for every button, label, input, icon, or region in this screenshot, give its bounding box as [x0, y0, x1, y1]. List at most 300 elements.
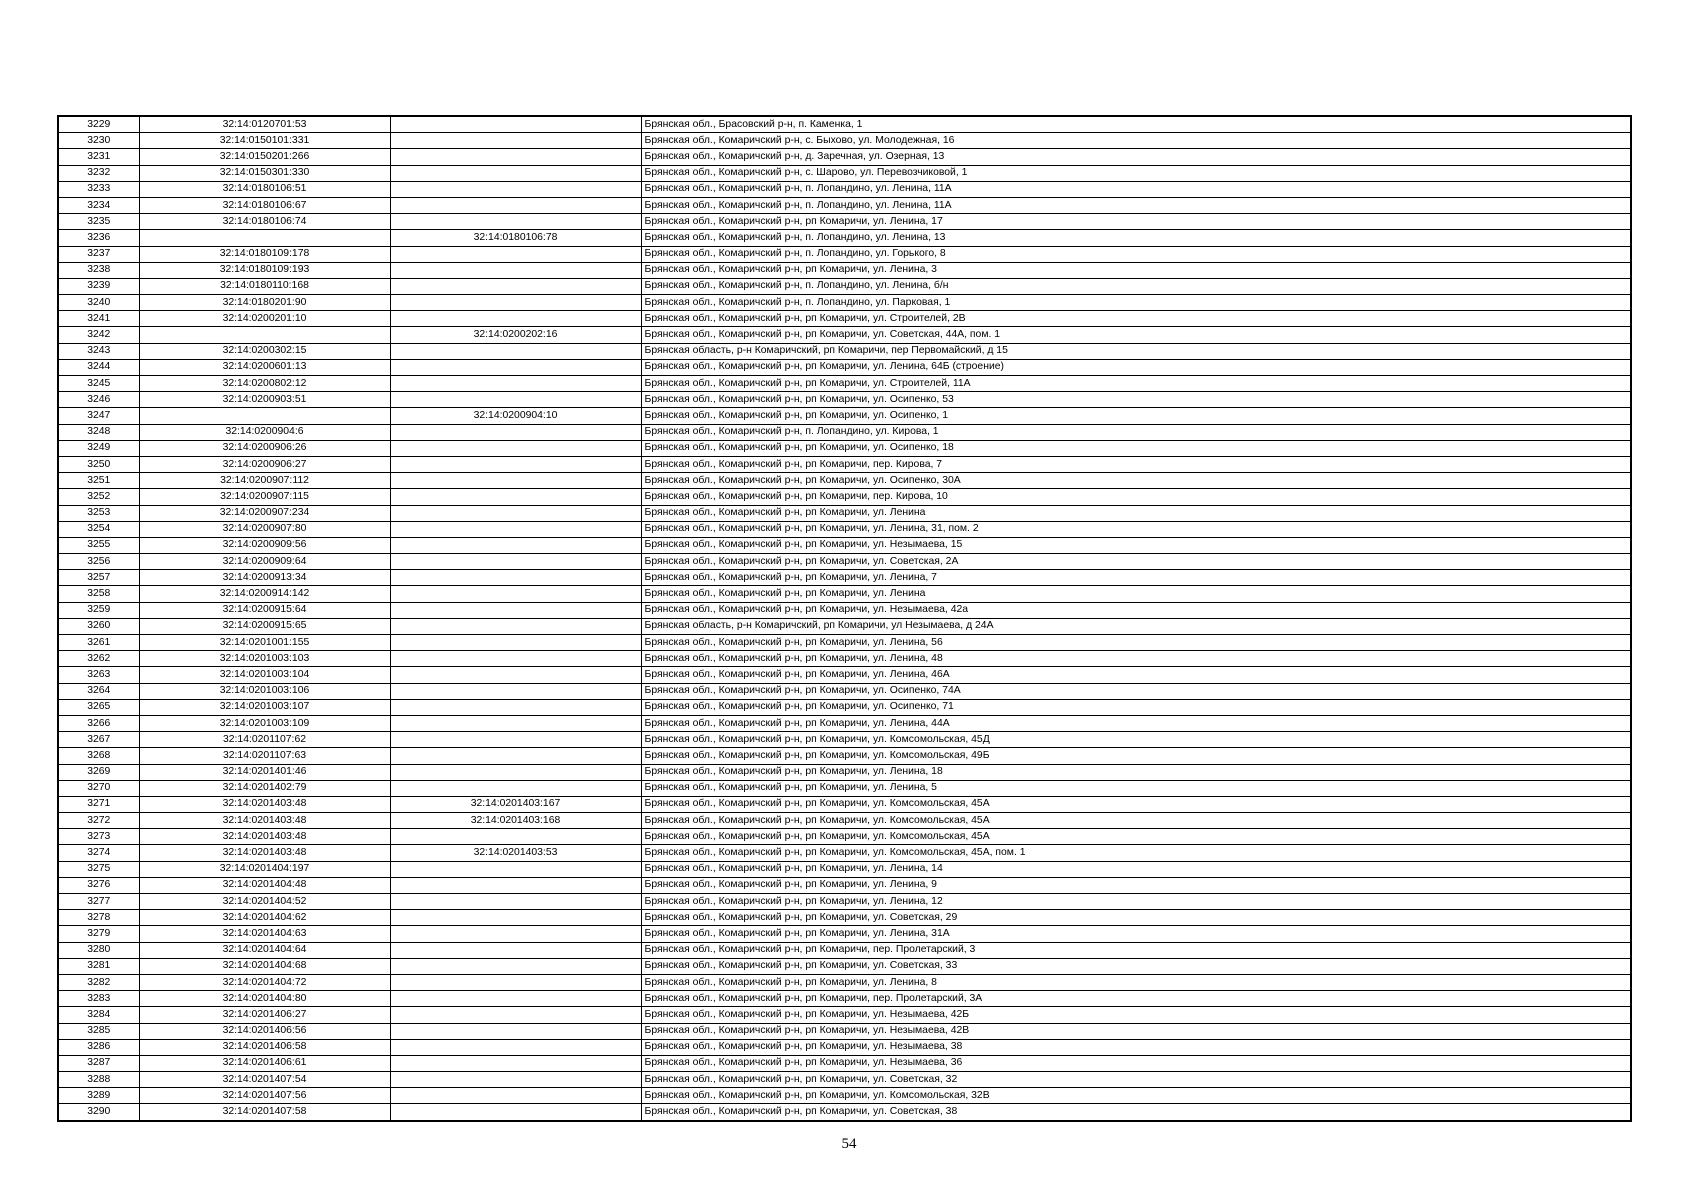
- cadastral-number-cell: 32:14:0180106:51: [139, 181, 390, 197]
- address-cell: Брянская обл., Комаричский р-н, рп Комаричи, ул. Советская, 33: [641, 958, 1631, 974]
- address-cell: Брянская обл., Комаричский р-н, рп Комаричи, ул. Незымаева, 15: [641, 537, 1631, 553]
- building-cadastral-number-cell: [390, 376, 641, 392]
- property-registry-table: [57, 115, 1632, 1122]
- address-cell: Брянская обл., Комаричский р-н, рп Комаричи, ул. Ленина, 14: [641, 861, 1631, 877]
- address-cell: Брянская обл., Комаричский р-н, рп Комаричи, пер. Пролетарский, 3А: [641, 991, 1631, 1007]
- address-cell: Брянская обл., Комаричский р-н, п. Лопандино, ул. Горького, 8: [641, 246, 1631, 262]
- row-number-cell: 3285: [58, 1023, 139, 1039]
- address-cell: Брянская обл., Комаричский р-н, д. Заречная, ул. Озерная, 13: [641, 149, 1631, 165]
- cadastral-number-cell: 32:14:0150101:331: [139, 133, 390, 149]
- cadastral-number-cell: 32:14:0201404:48: [139, 877, 390, 893]
- address-cell: Брянская обл., Комаричский р-н, рп Комаричи, ул. Комсомольская, 45А: [641, 813, 1631, 829]
- cadastral-number-cell: 32:14:0201407:56: [139, 1088, 390, 1104]
- table-row: [58, 327, 1631, 343]
- row-number-cell: 3268: [58, 748, 139, 764]
- row-number-cell: 3257: [58, 570, 139, 586]
- building-cadastral-number-cell: [390, 246, 641, 262]
- cadastral-number-cell: 32:14:0201003:107: [139, 699, 390, 715]
- row-number-cell: 3254: [58, 521, 139, 537]
- table-row: [58, 894, 1631, 910]
- table-row: [58, 456, 1631, 472]
- table-row: [58, 1088, 1631, 1104]
- building-cadastral-number-cell: 32:14:0180106:78: [390, 230, 641, 246]
- cadastral-number-cell: 32:14:0201407:54: [139, 1072, 390, 1088]
- address-cell: Брянская обл., Комаричский р-н, рп Комаричи, ул. Строителей, 11А: [641, 376, 1631, 392]
- address-cell: Брянская обл., Комаричский р-н, рп Комаричи, ул. Ленина, 31, пом. 2: [641, 521, 1631, 537]
- building-cadastral-number-cell: [390, 521, 641, 537]
- row-number-cell: 3232: [58, 165, 139, 181]
- cadastral-number-cell: 32:14:0201404:197: [139, 861, 390, 877]
- table-row: [58, 926, 1631, 942]
- cadastral-number-cell: 32:14:0201404:63: [139, 926, 390, 942]
- address-cell: Брянская обл., Комаричский р-н, рп Комаричи, пер. Пролетарский, 3: [641, 942, 1631, 958]
- row-number-cell: 3242: [58, 327, 139, 343]
- building-cadastral-number-cell: [390, 1039, 641, 1055]
- address-cell: Брянская обл., Комаричский р-н, рп Комаричи, ул. Ленина: [641, 505, 1631, 521]
- address-cell: Брянская обл., Комаричский р-н, рп Комаричи, ул. Ленина, 56: [641, 635, 1631, 651]
- building-cadastral-number-cell: [390, 116, 641, 133]
- table-row: [58, 877, 1631, 893]
- table-row: [58, 440, 1631, 456]
- building-cadastral-number-cell: [390, 732, 641, 748]
- building-cadastral-number-cell: [390, 165, 641, 181]
- table-row: [58, 813, 1631, 829]
- address-cell: Брянская обл., Комаричский р-н, рп Комаричи, ул. Незымаева, 42а: [641, 602, 1631, 618]
- cadastral-number-cell: 32:14:0201407:58: [139, 1104, 390, 1121]
- address-cell: Брянская обл., Комаричский р-н, п. Лопандино, ул. Ленина, 11А: [641, 197, 1631, 213]
- building-cadastral-number-cell: [390, 149, 641, 165]
- table-row: [58, 392, 1631, 408]
- table-row: [58, 505, 1631, 521]
- building-cadastral-number-cell: [390, 1104, 641, 1121]
- table-row: [58, 214, 1631, 230]
- row-number-cell: 3262: [58, 651, 139, 667]
- table-row: [58, 974, 1631, 990]
- row-number-cell: 3277: [58, 894, 139, 910]
- table-row: [58, 489, 1631, 505]
- address-cell: Брянская обл., Комаричский р-н, рп Комаричи, ул. Осипенко, 1: [641, 408, 1631, 424]
- row-number-cell: 3236: [58, 230, 139, 246]
- cadastral-number-cell: 32:14:0201107:62: [139, 732, 390, 748]
- cadastral-number-cell: 32:14:0201003:103: [139, 651, 390, 667]
- cadastral-number-cell: 32:14:0201403:48: [139, 796, 390, 812]
- cadastral-number-cell: 32:14:0180109:178: [139, 246, 390, 262]
- address-cell: Брянская обл., Комаричский р-н, рп Комаричи, ул. Осипенко, 30А: [641, 473, 1631, 489]
- building-cadastral-number-cell: [390, 456, 641, 472]
- row-number-cell: 3276: [58, 877, 139, 893]
- cadastral-number-cell: [139, 408, 390, 424]
- building-cadastral-number-cell: [390, 424, 641, 440]
- building-cadastral-number-cell: [390, 667, 641, 683]
- row-number-cell: 3246: [58, 392, 139, 408]
- table-row: [58, 635, 1631, 651]
- cadastral-number-cell: 32:14:0201003:104: [139, 667, 390, 683]
- address-cell: Брянская область, р-н Комаричский, рп Комаричи, ул Незымаева, д 24А: [641, 618, 1631, 634]
- table-row: [58, 521, 1631, 537]
- building-cadastral-number-cell: [390, 894, 641, 910]
- table-row: [58, 1039, 1631, 1055]
- table-row: [58, 796, 1631, 812]
- building-cadastral-number-cell: [390, 473, 641, 489]
- page-number: 54: [841, 1136, 857, 1152]
- address-cell: Брянская обл., Комаричский р-н, рп Комаричи, ул. Ленина, 5: [641, 780, 1631, 796]
- building-cadastral-number-cell: [390, 602, 641, 618]
- table-row: [58, 181, 1631, 197]
- row-number-cell: 3235: [58, 214, 139, 230]
- cadastral-number-cell: 32:14:0200907:234: [139, 505, 390, 521]
- row-number-cell: 3279: [58, 926, 139, 942]
- row-number-cell: 3252: [58, 489, 139, 505]
- row-number-cell: 3240: [58, 295, 139, 311]
- cadastral-number-cell: 32:14:0201406:61: [139, 1055, 390, 1071]
- building-cadastral-number-cell: [390, 197, 641, 213]
- address-cell: Брянская обл., Комаричский р-н, рп Комаричи, ул. Комсомольская, 45А, пом. 1: [641, 845, 1631, 861]
- cadastral-number-cell: 32:14:0180106:67: [139, 197, 390, 213]
- building-cadastral-number-cell: [390, 1088, 641, 1104]
- cadastral-number-cell: 32:14:0201403:48: [139, 829, 390, 845]
- row-number-cell: 3264: [58, 683, 139, 699]
- address-cell: Брянская обл., Комаричский р-н, рп Комаричи, ул. Ленина, 8: [641, 974, 1631, 990]
- address-cell: Брянская обл., Комаричский р-н, рп Комаричи, ул. Осипенко, 53: [641, 392, 1631, 408]
- cadastral-number-cell: 32:14:0180106:74: [139, 214, 390, 230]
- row-number-cell: 3271: [58, 796, 139, 812]
- table-row: [58, 537, 1631, 553]
- address-cell: Брянская обл., Комаричский р-н, рп Комаричи, ул. Незымаева, 38: [641, 1039, 1631, 1055]
- cadastral-number-cell: 32:14:0200201:10: [139, 311, 390, 327]
- table-row: [58, 165, 1631, 181]
- table-row: [58, 554, 1631, 570]
- address-cell: Брянская обл., Комаричский р-н, рп Комаричи, ул. Незымаева, 42Б: [641, 1007, 1631, 1023]
- row-number-cell: 3266: [58, 715, 139, 731]
- row-number-cell: 3245: [58, 376, 139, 392]
- table-row: [58, 359, 1631, 375]
- row-number-cell: 3281: [58, 958, 139, 974]
- cadastral-number-cell: 32:14:0201404:62: [139, 910, 390, 926]
- table-row: [58, 133, 1631, 149]
- building-cadastral-number-cell: [390, 262, 641, 278]
- building-cadastral-number-cell: [390, 278, 641, 294]
- row-number-cell: 3241: [58, 311, 139, 327]
- address-cell: Брянская обл., Комаричский р-н, рп Комаричи, пер. Кирова, 7: [641, 456, 1631, 472]
- table-row: [58, 683, 1631, 699]
- building-cadastral-number-cell: [390, 392, 641, 408]
- table-row: [58, 116, 1631, 133]
- address-cell: Брянская обл., Комаричский р-н, с. Быхово, ул. Молодежная, 16: [641, 133, 1631, 149]
- table-row: [58, 376, 1631, 392]
- row-number-cell: 3247: [58, 408, 139, 424]
- building-cadastral-number-cell: [390, 958, 641, 974]
- address-cell: Брянская обл., Комаричский р-н, рп Комаричи, ул. Комсомольская, 45А: [641, 829, 1631, 845]
- building-cadastral-number-cell: 32:14:0201403:168: [390, 813, 641, 829]
- row-number-cell: 3287: [58, 1055, 139, 1071]
- address-cell: Брянская обл., Комаричский р-н, рп Комаричи, ул. Ленина, 17: [641, 214, 1631, 230]
- building-cadastral-number-cell: [390, 877, 641, 893]
- cadastral-number-cell: 32:14:0201107:63: [139, 748, 390, 764]
- cadastral-number-cell: 32:14:0200915:64: [139, 602, 390, 618]
- building-cadastral-number-cell: [390, 942, 641, 958]
- cadastral-number-cell: 32:14:0180109:193: [139, 262, 390, 278]
- row-number-cell: 3273: [58, 829, 139, 845]
- address-cell: Брянская обл., Комаричский р-н, рп Комаричи, ул. Ленина, 7: [641, 570, 1631, 586]
- registry-table-body: [58, 116, 1631, 1121]
- cadastral-number-cell: 32:14:0200909:56: [139, 537, 390, 553]
- address-cell: Брянская обл., Комаричский р-н, рп Комаричи, ул. Осипенко, 74А: [641, 683, 1631, 699]
- building-cadastral-number-cell: [390, 974, 641, 990]
- row-number-cell: 3239: [58, 278, 139, 294]
- row-number-cell: 3250: [58, 456, 139, 472]
- address-cell: Брянская обл., Комаричский р-н, рп Комаричи, ул. Осипенко, 71: [641, 699, 1631, 715]
- address-cell: Брянская обл., Комаричский р-н, рп Комаричи, ул. Осипенко, 18: [641, 440, 1631, 456]
- table-row: [58, 278, 1631, 294]
- address-cell: Брянская обл., Комаричский р-н, рп Комаричи, ул. Ленина, 48: [641, 651, 1631, 667]
- table-row: [58, 780, 1631, 796]
- table-row: [58, 699, 1631, 715]
- address-cell: Брянская обл., Комаричский р-н, п. Лопандино, ул. Ленина, б/н: [641, 278, 1631, 294]
- row-number-cell: 3290: [58, 1104, 139, 1121]
- building-cadastral-number-cell: [390, 991, 641, 1007]
- row-number-cell: 3230: [58, 133, 139, 149]
- address-cell: Брянская обл., Комаричский р-н, п. Лопандино, ул. Кирова, 1: [641, 424, 1631, 440]
- address-cell: Брянская обл., Комаричский р-н, рп Комаричи, ул. Советская, 29: [641, 910, 1631, 926]
- building-cadastral-number-cell: [390, 359, 641, 375]
- building-cadastral-number-cell: [390, 1055, 641, 1071]
- table-row: [58, 910, 1631, 926]
- address-cell: Брянская обл., Комаричский р-н, рп Комаричи, ул. Строителей, 2В: [641, 311, 1631, 327]
- building-cadastral-number-cell: [390, 570, 641, 586]
- cadastral-number-cell: 32:14:0150201:266: [139, 149, 390, 165]
- row-number-cell: 3260: [58, 618, 139, 634]
- table-row: [58, 829, 1631, 845]
- table-row: [58, 1072, 1631, 1088]
- cadastral-number-cell: 32:14:0201402:79: [139, 780, 390, 796]
- row-number-cell: 3275: [58, 861, 139, 877]
- address-cell: Брянская обл., Комаричский р-н, рп Комаричи, ул. Ленина, 64Б (строение): [641, 359, 1631, 375]
- cadastral-number-cell: 32:14:0200907:80: [139, 521, 390, 537]
- building-cadastral-number-cell: [390, 489, 641, 505]
- address-cell: Брянская обл., Комаричский р-н, рп Комаричи, ул. Комсомольская, 32В: [641, 1088, 1631, 1104]
- building-cadastral-number-cell: [390, 764, 641, 780]
- table-row: [58, 408, 1631, 424]
- cadastral-number-cell: 32:14:0180110:168: [139, 278, 390, 294]
- building-cadastral-number-cell: [390, 910, 641, 926]
- cadastral-number-cell: 32:14:0200907:112: [139, 473, 390, 489]
- table-row: [58, 311, 1631, 327]
- row-number-cell: 3283: [58, 991, 139, 1007]
- cadastral-number-cell: 32:14:0150301:330: [139, 165, 390, 181]
- cadastral-number-cell: 32:14:0201403:48: [139, 813, 390, 829]
- table-row: [58, 861, 1631, 877]
- row-number-cell: 3251: [58, 473, 139, 489]
- cadastral-number-cell: 32:14:0201003:109: [139, 715, 390, 731]
- building-cadastral-number-cell: 32:14:0200202:16: [390, 327, 641, 343]
- table-row: [58, 602, 1631, 618]
- row-number-cell: 3243: [58, 343, 139, 359]
- cadastral-number-cell: 32:14:0200913:34: [139, 570, 390, 586]
- row-number-cell: 3253: [58, 505, 139, 521]
- cadastral-number-cell: 32:14:0200904:6: [139, 424, 390, 440]
- building-cadastral-number-cell: [390, 554, 641, 570]
- address-cell: Брянская обл., Комаричский р-н, рп Комаричи, ул. Ленина, 18: [641, 764, 1631, 780]
- table-row: [58, 343, 1631, 359]
- address-cell: Брянская обл., Комаричский р-н, рп Комаричи, ул. Комсомольская, 45А: [641, 796, 1631, 812]
- table-row: [58, 262, 1631, 278]
- row-number-cell: 3244: [58, 359, 139, 375]
- row-number-cell: 3289: [58, 1088, 139, 1104]
- row-number-cell: 3259: [58, 602, 139, 618]
- building-cadastral-number-cell: [390, 1072, 641, 1088]
- cadastral-number-cell: 32:14:0201404:64: [139, 942, 390, 958]
- cadastral-number-cell: 32:14:0201404:72: [139, 974, 390, 990]
- building-cadastral-number-cell: [390, 311, 641, 327]
- row-number-cell: 3258: [58, 586, 139, 602]
- building-cadastral-number-cell: [390, 343, 641, 359]
- address-cell: Брянская область, р-н Комаричский, рп Комаричи, пер Первомайский, д 15: [641, 343, 1631, 359]
- row-number-cell: 3261: [58, 635, 139, 651]
- row-number-cell: 3269: [58, 764, 139, 780]
- row-number-cell: 3238: [58, 262, 139, 278]
- building-cadastral-number-cell: [390, 651, 641, 667]
- table-row: [58, 197, 1631, 213]
- building-cadastral-number-cell: [390, 133, 641, 149]
- building-cadastral-number-cell: [390, 214, 641, 230]
- building-cadastral-number-cell: [390, 699, 641, 715]
- table-row: [58, 1023, 1631, 1039]
- row-number-cell: 3274: [58, 845, 139, 861]
- cadastral-number-cell: [139, 230, 390, 246]
- row-number-cell: 3237: [58, 246, 139, 262]
- address-cell: Брянская обл., Комаричский р-н, п. Лопандино, ул. Парковая, 1: [641, 295, 1631, 311]
- row-number-cell: 3280: [58, 942, 139, 958]
- cadastral-number-cell: [139, 327, 390, 343]
- cadastral-number-cell: 32:14:0201406:56: [139, 1023, 390, 1039]
- row-number-cell: 3229: [58, 116, 139, 133]
- table-row: [58, 748, 1631, 764]
- building-cadastral-number-cell: [390, 618, 641, 634]
- table-row: [58, 667, 1631, 683]
- address-cell: Брянская обл., Комаричский р-н, рп Комаричи, ул. Незымаева, 36: [641, 1055, 1631, 1071]
- building-cadastral-number-cell: [390, 926, 641, 942]
- building-cadastral-number-cell: [390, 683, 641, 699]
- row-number-cell: 3278: [58, 910, 139, 926]
- cadastral-number-cell: 32:14:0200903:51: [139, 392, 390, 408]
- building-cadastral-number-cell: 32:14:0200904:10: [390, 408, 641, 424]
- address-cell: Брянская обл., Комаричский р-н, рп Комаричи, ул. Комсомольская, 45Д: [641, 732, 1631, 748]
- table-row: [58, 732, 1631, 748]
- address-cell: Брянская обл., Комаричский р-н, рп Комаричи, ул. Советская, 32: [641, 1072, 1631, 1088]
- table-row: [58, 618, 1631, 634]
- table-row: [58, 149, 1631, 165]
- building-cadastral-number-cell: [390, 181, 641, 197]
- row-number-cell: 3284: [58, 1007, 139, 1023]
- cadastral-number-cell: 32:14:0201403:48: [139, 845, 390, 861]
- row-number-cell: 3270: [58, 780, 139, 796]
- table-row: [58, 295, 1631, 311]
- cadastral-number-cell: 32:14:0201404:68: [139, 958, 390, 974]
- address-cell: Брянская обл., Комаричский р-н, рп Комаричи, ул. Ленина, 46А: [641, 667, 1631, 683]
- building-cadastral-number-cell: 32:14:0201403:53: [390, 845, 641, 861]
- row-number-cell: 3234: [58, 197, 139, 213]
- table-row: [58, 715, 1631, 731]
- table-row: [58, 651, 1631, 667]
- building-cadastral-number-cell: [390, 861, 641, 877]
- address-cell: Брянская обл., Комаричский р-н, рп Комаричи, ул. Советская, 2А: [641, 554, 1631, 570]
- building-cadastral-number-cell: [390, 635, 641, 651]
- table-row: [58, 473, 1631, 489]
- table-row: [58, 991, 1631, 1007]
- building-cadastral-number-cell: [390, 715, 641, 731]
- row-number-cell: 3265: [58, 699, 139, 715]
- cadastral-number-cell: 32:14:0180201:90: [139, 295, 390, 311]
- address-cell: Брянская обл., Комаричский р-н, рп Комаричи, ул. Ленина, 12: [641, 894, 1631, 910]
- table-row: [58, 845, 1631, 861]
- table-row: [58, 230, 1631, 246]
- row-number-cell: 3272: [58, 813, 139, 829]
- row-number-cell: 3231: [58, 149, 139, 165]
- row-number-cell: 3282: [58, 974, 139, 990]
- table-row: [58, 942, 1631, 958]
- row-number-cell: 3263: [58, 667, 139, 683]
- row-number-cell: 3248: [58, 424, 139, 440]
- table-row: [58, 1104, 1631, 1121]
- cadastral-number-cell: 32:14:0200802:12: [139, 376, 390, 392]
- row-number-cell: 3267: [58, 732, 139, 748]
- building-cadastral-number-cell: [390, 586, 641, 602]
- building-cadastral-number-cell: [390, 748, 641, 764]
- cadastral-number-cell: 32:14:0201406:58: [139, 1039, 390, 1055]
- cadastral-number-cell: 32:14:0201404:52: [139, 894, 390, 910]
- row-number-cell: 3249: [58, 440, 139, 456]
- building-cadastral-number-cell: [390, 537, 641, 553]
- cadastral-number-cell: 32:14:0200914:142: [139, 586, 390, 602]
- table-row: [58, 1055, 1631, 1071]
- cadastral-number-cell: 32:14:0120701:53: [139, 116, 390, 133]
- table-row: [58, 958, 1631, 974]
- row-number-cell: 3288: [58, 1072, 139, 1088]
- address-cell: Брянская обл., Комаричский р-н, рп Комаричи, ул. Ленина, 44А: [641, 715, 1631, 731]
- table-row: [58, 586, 1631, 602]
- address-cell: Брянская обл., Брасовский р-н, п. Каменка, 1: [641, 116, 1631, 133]
- cadastral-number-cell: 32:14:0201404:80: [139, 991, 390, 1007]
- cadastral-number-cell: 32:14:0201003:106: [139, 683, 390, 699]
- row-number-cell: 3255: [58, 537, 139, 553]
- cadastral-number-cell: 32:14:0201001:155: [139, 635, 390, 651]
- cadastral-number-cell: 32:14:0201401:46: [139, 764, 390, 780]
- cadastral-number-cell: 32:14:0201406:27: [139, 1007, 390, 1023]
- cadastral-number-cell: 32:14:0200906:26: [139, 440, 390, 456]
- building-cadastral-number-cell: 32:14:0201403:167: [390, 796, 641, 812]
- cadastral-number-cell: 32:14:0200906:27: [139, 456, 390, 472]
- address-cell: Брянская обл., Комаричский р-н, рп Комаричи, пер. Кирова, 10: [641, 489, 1631, 505]
- table-row: [58, 246, 1631, 262]
- table-row: [58, 570, 1631, 586]
- row-number-cell: 3286: [58, 1039, 139, 1055]
- address-cell: Брянская обл., Комаричский р-н, рп Комаричи, ул. Советская, 38: [641, 1104, 1631, 1121]
- address-cell: Брянская обл., Комаричский р-н, рп Комаричи, ул. Ленина, 9: [641, 877, 1631, 893]
- address-cell: Брянская обл., Комаричский р-н, рп Комаричи, ул. Комсомольская, 49Б: [641, 748, 1631, 764]
- row-number-cell: 3233: [58, 181, 139, 197]
- address-cell: Брянская обл., Комаричский р-н, рп Комаричи, ул. Незымаева, 42В: [641, 1023, 1631, 1039]
- table-row: [58, 1007, 1631, 1023]
- address-cell: Брянская обл., Комаричский р-н, рп Комаричи, ул. Ленина: [641, 586, 1631, 602]
- building-cadastral-number-cell: [390, 295, 641, 311]
- building-cadastral-number-cell: [390, 1007, 641, 1023]
- building-cadastral-number-cell: [390, 1023, 641, 1039]
- address-cell: Брянская обл., Комаричский р-н, рп Комаричи, ул. Советская, 44А, пом. 1: [641, 327, 1631, 343]
- cadastral-number-cell: 32:14:0200302:15: [139, 343, 390, 359]
- cadastral-number-cell: 32:14:0200915:65: [139, 618, 390, 634]
- address-cell: Брянская обл., Комаричский р-н, п. Лопандино, ул. Ленина, 13: [641, 230, 1631, 246]
- building-cadastral-number-cell: [390, 505, 641, 521]
